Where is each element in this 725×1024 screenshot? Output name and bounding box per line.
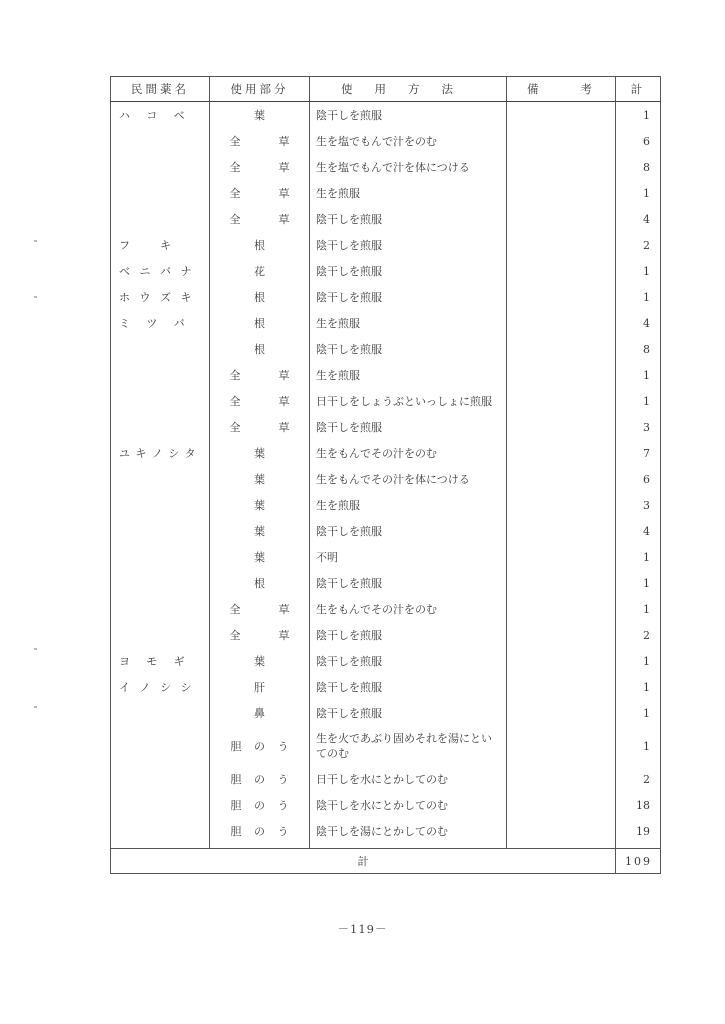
glyph: ハ bbox=[119, 109, 130, 122]
part-text: 葉 bbox=[254, 499, 265, 512]
cell-method: 陰干しを煎服 bbox=[310, 518, 507, 544]
glyph: バ bbox=[173, 317, 185, 330]
cell-count: 1 bbox=[616, 180, 661, 206]
cell-name bbox=[111, 596, 210, 622]
part-text: 葉 bbox=[254, 551, 265, 564]
cell-part bbox=[210, 180, 310, 206]
cell-count: 4 bbox=[616, 518, 661, 544]
table-body bbox=[111, 102, 661, 874]
cell-remark bbox=[507, 232, 616, 258]
cell-remark bbox=[507, 544, 616, 570]
cell-count: 1 bbox=[616, 674, 661, 700]
medicine-name bbox=[119, 263, 201, 279]
cell-part bbox=[210, 818, 310, 844]
cell-part bbox=[210, 766, 310, 792]
cell-method: 陰干しを煎服 bbox=[310, 284, 507, 310]
glyph: ユ bbox=[119, 447, 130, 460]
cell-name bbox=[111, 726, 210, 766]
cell-name bbox=[111, 466, 210, 492]
table-row bbox=[111, 180, 661, 206]
cell-name bbox=[111, 414, 210, 440]
cell-method: 陰干しを煎服 bbox=[310, 102, 507, 129]
part-text bbox=[230, 419, 290, 435]
cell-method: 生を煎服 bbox=[310, 362, 507, 388]
cell-name bbox=[111, 492, 210, 518]
cell-method: 生をもんでその汁をのむ bbox=[310, 596, 507, 622]
cell-name bbox=[111, 622, 210, 648]
cell-remark bbox=[507, 440, 616, 466]
table-row bbox=[111, 310, 661, 336]
cell-name bbox=[111, 102, 210, 129]
cell-remark bbox=[507, 128, 616, 154]
glyph: 全 bbox=[229, 629, 241, 642]
cell-name bbox=[111, 766, 210, 792]
cell-remark bbox=[507, 766, 616, 792]
medicine-name bbox=[119, 237, 201, 253]
cell-count: 1 bbox=[616, 596, 661, 622]
page-number: －119－ bbox=[337, 922, 388, 936]
glyph: ヨ bbox=[119, 655, 130, 668]
cell-part bbox=[210, 154, 310, 180]
glyph: 全 bbox=[229, 369, 241, 382]
cell-part bbox=[210, 362, 310, 388]
cell-remark bbox=[507, 622, 616, 648]
table-row bbox=[111, 284, 661, 310]
cell-remark bbox=[507, 818, 616, 844]
cell-name bbox=[111, 284, 210, 310]
folk-medicine-table bbox=[110, 76, 661, 874]
cell-method: 生をもんでその汁を体につける bbox=[310, 466, 507, 492]
table-row bbox=[111, 102, 661, 129]
cell-remark bbox=[507, 102, 616, 129]
cell-method: 陰干しを煎服 bbox=[310, 622, 507, 648]
cell-method: 陰干しを煎服 bbox=[310, 674, 507, 700]
scan-speck bbox=[34, 706, 37, 708]
glyph: 全 bbox=[229, 213, 241, 226]
scan-speck bbox=[34, 296, 37, 298]
part-text bbox=[231, 738, 289, 754]
cell-count: 1 bbox=[616, 258, 661, 284]
glyph: 胆 bbox=[230, 773, 242, 786]
cell-name bbox=[111, 154, 210, 180]
table-header-row bbox=[111, 77, 661, 102]
table-row bbox=[111, 466, 661, 492]
cell-part bbox=[210, 466, 310, 492]
cell-method: 生を煎服 bbox=[310, 180, 507, 206]
part-text: 葉 bbox=[254, 109, 265, 122]
cell-method: 陰干しを煎服 bbox=[310, 258, 507, 284]
glyph: の bbox=[254, 740, 265, 753]
part-text: 鼻 bbox=[254, 707, 265, 720]
glyph: 草 bbox=[278, 395, 290, 408]
header-count: 計 bbox=[616, 77, 661, 102]
part-text bbox=[230, 133, 290, 149]
cell-part bbox=[210, 388, 310, 414]
cell-part bbox=[210, 128, 310, 154]
glyph: シ bbox=[168, 447, 180, 460]
cell-part bbox=[210, 206, 310, 232]
cell-name bbox=[111, 180, 210, 206]
cell-part bbox=[210, 414, 310, 440]
glyph: ノ bbox=[139, 681, 151, 694]
table-row bbox=[111, 622, 661, 648]
cell-count: 4 bbox=[616, 206, 661, 232]
table-row bbox=[111, 492, 661, 518]
part-text bbox=[230, 367, 290, 383]
cell-part bbox=[210, 700, 310, 726]
cell-count: 1 bbox=[616, 388, 661, 414]
total-row bbox=[111, 849, 661, 874]
cell-remark bbox=[507, 466, 616, 492]
glyph: ホ bbox=[119, 291, 130, 304]
glyph: ニ bbox=[139, 265, 151, 278]
table-row bbox=[111, 544, 661, 570]
cell-name bbox=[111, 674, 210, 700]
cell-part bbox=[210, 232, 310, 258]
table-row bbox=[111, 766, 661, 792]
part-text: 葉 bbox=[254, 447, 265, 460]
part-text: 肝 bbox=[254, 681, 265, 694]
cell-name bbox=[111, 648, 210, 674]
part-text: 根 bbox=[254, 291, 265, 304]
glyph: 草 bbox=[278, 369, 290, 382]
glyph: 草 bbox=[278, 161, 290, 174]
cell-method: 陰干しを煎服 bbox=[310, 414, 507, 440]
cell-remark bbox=[507, 310, 616, 336]
glyph: ツ bbox=[146, 317, 158, 330]
glyph: 全 bbox=[229, 161, 241, 174]
glyph: 草 bbox=[278, 213, 290, 226]
cell-remark bbox=[507, 154, 616, 180]
cell-remark bbox=[507, 336, 616, 362]
glyph: 草 bbox=[278, 187, 290, 200]
cell-name bbox=[111, 336, 210, 362]
table-row bbox=[111, 818, 661, 844]
scan-speck bbox=[34, 648, 37, 650]
medicine-name bbox=[119, 107, 201, 123]
glyph: キ bbox=[135, 447, 147, 460]
scan-speck bbox=[34, 240, 37, 242]
glyph: ミ bbox=[119, 317, 130, 330]
glyph: ベ bbox=[173, 109, 185, 122]
glyph: 草 bbox=[278, 421, 290, 434]
document-sheet bbox=[110, 76, 660, 874]
cell-count: 19 bbox=[616, 818, 661, 844]
part-text bbox=[230, 393, 290, 409]
cell-count: 1 bbox=[616, 570, 661, 596]
medicine-name bbox=[119, 315, 201, 331]
glyph: う bbox=[277, 740, 289, 753]
cell-name bbox=[111, 258, 210, 284]
table-row bbox=[111, 792, 661, 818]
glyph: 全 bbox=[229, 421, 241, 434]
header-method: 使用方法 bbox=[310, 77, 507, 102]
cell-method: 陰干しを水にとかしてのむ bbox=[310, 792, 507, 818]
total-value: 109 bbox=[616, 849, 661, 874]
cell-count: 1 bbox=[616, 648, 661, 674]
cell-count: 1 bbox=[616, 700, 661, 726]
table-row bbox=[111, 336, 661, 362]
cell-method: 生をもんでその汁をのむ bbox=[310, 440, 507, 466]
cell-part bbox=[210, 284, 310, 310]
glyph: う bbox=[277, 773, 289, 786]
table-row bbox=[111, 726, 661, 766]
part-text: 花 bbox=[254, 265, 265, 278]
cell-name bbox=[111, 518, 210, 544]
glyph: シ bbox=[160, 681, 171, 694]
cell-method: 生を火であぶり固めそれを湯にといてのむ bbox=[310, 726, 507, 766]
cell-part bbox=[210, 622, 310, 648]
table-row bbox=[111, 362, 661, 388]
cell-name bbox=[111, 232, 210, 258]
header-remark: 備考 bbox=[507, 77, 616, 102]
glyph: の bbox=[254, 799, 265, 812]
glyph: の bbox=[254, 773, 265, 786]
cell-name bbox=[111, 792, 210, 818]
table-row bbox=[111, 154, 661, 180]
glyph: 全 bbox=[229, 395, 241, 408]
glyph: う bbox=[277, 825, 289, 838]
table-row bbox=[111, 518, 661, 544]
part-text: 根 bbox=[254, 343, 265, 356]
cell-name bbox=[111, 700, 210, 726]
cell-method: 陰干しを煎服 bbox=[310, 206, 507, 232]
glyph: タ bbox=[184, 447, 196, 460]
part-text bbox=[231, 771, 289, 787]
glyph: ナ bbox=[180, 265, 192, 278]
cell-count: 4 bbox=[616, 310, 661, 336]
cell-name bbox=[111, 440, 210, 466]
table-row bbox=[111, 414, 661, 440]
glyph: の bbox=[254, 825, 265, 838]
glyph: ノ bbox=[151, 447, 163, 460]
table-row bbox=[111, 206, 661, 232]
cell-count: 1 bbox=[616, 102, 661, 129]
glyph: キ bbox=[180, 291, 192, 304]
part-text bbox=[230, 211, 290, 227]
cell-method: 日干しをしょうぶといっしょに煎服 bbox=[310, 388, 507, 414]
cell-part bbox=[210, 518, 310, 544]
cell-count: 7 bbox=[616, 440, 661, 466]
cell-count: 1 bbox=[616, 362, 661, 388]
cell-remark bbox=[507, 492, 616, 518]
cell-part bbox=[210, 440, 310, 466]
part-text bbox=[230, 601, 290, 617]
table-row bbox=[111, 258, 661, 284]
cell-part bbox=[210, 648, 310, 674]
table-row bbox=[111, 388, 661, 414]
cell-method: 陰干しを煎服 bbox=[310, 336, 507, 362]
glyph: コ bbox=[146, 109, 158, 122]
table-row bbox=[111, 570, 661, 596]
glyph: モ bbox=[146, 655, 158, 668]
cell-count: 8 bbox=[616, 336, 661, 362]
part-text: 根 bbox=[254, 577, 265, 590]
cell-count: 8 bbox=[616, 154, 661, 180]
cell-method: 陰干しを煎服 bbox=[310, 232, 507, 258]
cell-remark bbox=[507, 648, 616, 674]
cell-name bbox=[111, 544, 210, 570]
part-text bbox=[230, 159, 290, 175]
cell-method: 陰干しを煎服 bbox=[310, 700, 507, 726]
glyph: 草 bbox=[278, 135, 290, 148]
cell-part bbox=[210, 544, 310, 570]
header-name: 民間薬名 bbox=[111, 77, 210, 102]
cell-count: 1 bbox=[616, 544, 661, 570]
glyph: シ bbox=[180, 681, 192, 694]
glyph: 全 bbox=[229, 135, 241, 148]
header-part: 使用部分 bbox=[210, 77, 310, 102]
cell-part bbox=[210, 336, 310, 362]
table-row bbox=[111, 440, 661, 466]
part-text: 根 bbox=[254, 239, 265, 252]
part-text bbox=[230, 185, 290, 201]
part-text bbox=[231, 797, 289, 813]
glyph: ズ bbox=[160, 291, 171, 304]
cell-part bbox=[210, 102, 310, 129]
glyph: キ bbox=[160, 239, 171, 252]
glyph: う bbox=[277, 799, 289, 812]
cell-count: 1 bbox=[616, 284, 661, 310]
cell-name bbox=[111, 362, 210, 388]
cell-remark bbox=[507, 414, 616, 440]
cell-count: 2 bbox=[616, 766, 661, 792]
cell-name bbox=[111, 310, 210, 336]
table-row bbox=[111, 648, 661, 674]
part-text: 葉 bbox=[254, 655, 265, 668]
glyph: バ bbox=[160, 265, 171, 278]
cell-remark bbox=[507, 570, 616, 596]
total-label: 計 bbox=[111, 849, 616, 874]
glyph: ウ bbox=[139, 291, 151, 304]
glyph: 胆 bbox=[230, 740, 242, 753]
medicine-name bbox=[119, 445, 201, 461]
glyph: ギ bbox=[173, 655, 185, 668]
cell-part bbox=[210, 258, 310, 284]
cell-count: 6 bbox=[616, 466, 661, 492]
cell-method: 陰干しを湯にとかしてのむ bbox=[310, 818, 507, 844]
glyph: 胆 bbox=[230, 799, 242, 812]
cell-method: 日干しを水にとかしてのむ bbox=[310, 766, 507, 792]
cell-name bbox=[111, 818, 210, 844]
cell-part bbox=[210, 792, 310, 818]
cell-part bbox=[210, 492, 310, 518]
cell-remark bbox=[507, 700, 616, 726]
cell-count: 6 bbox=[616, 128, 661, 154]
table-row bbox=[111, 232, 661, 258]
cell-remark bbox=[507, 674, 616, 700]
cell-method: 生を塩でもんで汁をのむ bbox=[310, 128, 507, 154]
cell-remark bbox=[507, 206, 616, 232]
cell-part bbox=[210, 674, 310, 700]
cell-remark bbox=[507, 258, 616, 284]
cell-method: 不明 bbox=[310, 544, 507, 570]
glyph: 草 bbox=[278, 603, 290, 616]
medicine-name bbox=[119, 653, 201, 669]
glyph: 全 bbox=[229, 187, 241, 200]
table-row bbox=[111, 674, 661, 700]
cell-method: 生を煎服 bbox=[310, 310, 507, 336]
cell-count: 3 bbox=[616, 414, 661, 440]
glyph: ベ bbox=[119, 265, 130, 278]
cell-remark bbox=[507, 726, 616, 766]
table-row bbox=[111, 128, 661, 154]
cell-remark bbox=[507, 284, 616, 310]
table-row bbox=[111, 700, 661, 726]
cell-count: 2 bbox=[616, 622, 661, 648]
cell-method: 生を煎服 bbox=[310, 492, 507, 518]
glyph: 胆 bbox=[230, 825, 242, 838]
part-text: 葉 bbox=[254, 525, 265, 538]
glyph: イ bbox=[119, 681, 130, 694]
cell-remark bbox=[507, 180, 616, 206]
medicine-name bbox=[119, 289, 201, 305]
cell-name bbox=[111, 128, 210, 154]
cell-method: 陰干しを煎服 bbox=[310, 570, 507, 596]
glyph: フ bbox=[119, 239, 130, 252]
table-row bbox=[111, 596, 661, 622]
cell-part bbox=[210, 596, 310, 622]
cell-count: 3 bbox=[616, 492, 661, 518]
cell-method: 陰干しを煎服 bbox=[310, 648, 507, 674]
cell-part bbox=[210, 310, 310, 336]
cell-part bbox=[210, 570, 310, 596]
cell-remark bbox=[507, 362, 616, 388]
glyph: 全 bbox=[229, 603, 241, 616]
part-text: 根 bbox=[254, 317, 265, 330]
medicine-name bbox=[119, 679, 201, 695]
part-text: 葉 bbox=[254, 473, 265, 486]
cell-remark bbox=[507, 388, 616, 414]
cell-remark bbox=[507, 596, 616, 622]
cell-remark bbox=[507, 518, 616, 544]
part-text bbox=[230, 627, 290, 643]
cell-count: 1 bbox=[616, 726, 661, 766]
glyph: 草 bbox=[278, 629, 290, 642]
cell-part bbox=[210, 726, 310, 766]
cell-count: 2 bbox=[616, 232, 661, 258]
cell-name bbox=[111, 206, 210, 232]
cell-method: 生を塩でもんで汁を体につける bbox=[310, 154, 507, 180]
cell-name bbox=[111, 570, 210, 596]
part-text bbox=[231, 823, 289, 839]
cell-remark bbox=[507, 792, 616, 818]
cell-count: 18 bbox=[616, 792, 661, 818]
cell-name bbox=[111, 388, 210, 414]
